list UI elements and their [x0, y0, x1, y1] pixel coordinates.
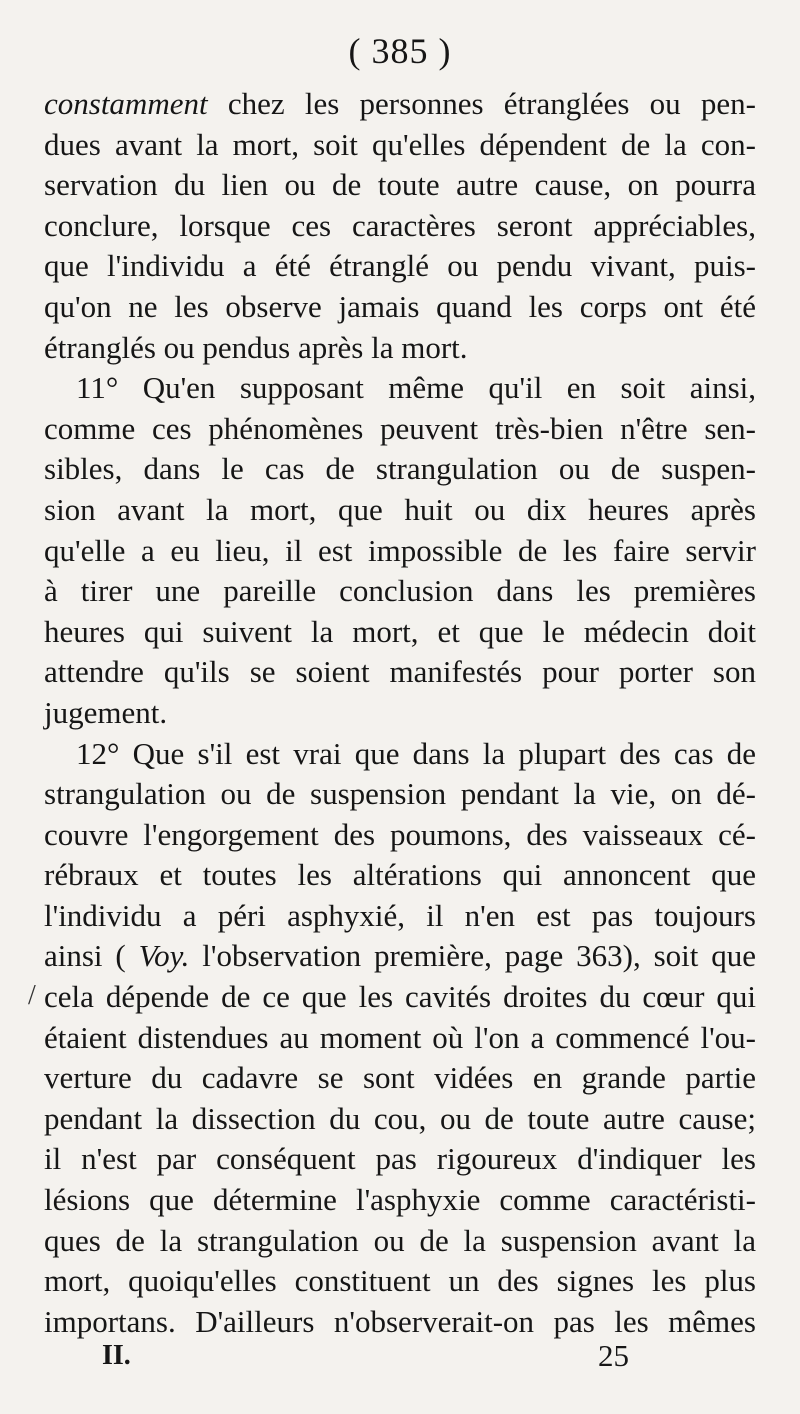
text-line: [44, 328, 756, 369]
text-segment: importans. D'ailleurs n'observerait-on pas les mêmes: [44, 1303, 756, 1339]
text-line: [44, 774, 756, 815]
text-segment: jugement.: [44, 694, 168, 730]
text-line: [44, 84, 756, 125]
text-line: [44, 652, 756, 693]
text-segment: attendre qu'ils se soient manifestés pour porter son: [44, 654, 756, 690]
text-line: [44, 1261, 756, 1302]
text-segment: étaient distendues au moment où l'on a commencé l'ou-: [44, 1019, 756, 1055]
text-segment: étranglés ou pendus après la mort.: [44, 329, 468, 365]
text-segment: ainsi (: [44, 938, 139, 974]
text-segment: rébraux et toutes les altérations qui annoncent que: [44, 857, 756, 893]
text-line: [44, 206, 756, 247]
margin-mark: /: [28, 980, 36, 1011]
text-segment: cela dépende de ce que les cavités droites du cœur qui: [44, 979, 756, 1015]
body-text: [44, 84, 756, 1342]
text-segment: ques de la strangulation ou de la suspension avant la: [44, 1222, 756, 1258]
text-segment: sion avant la mort, que huit ou dix heures après: [44, 491, 756, 527]
italic-text: Voy.: [138, 938, 190, 974]
text-segment: sibles, dans le cas de strangulation ou de suspen-: [44, 451, 756, 487]
text-line: [44, 1302, 756, 1343]
text-segment: conclure, lorsque ces caractères seront appréciables,: [44, 207, 756, 243]
text-segment: qu'on ne les observe jamais quand les corps ont été: [44, 288, 756, 324]
text-line: [44, 165, 756, 206]
text-line: [44, 449, 756, 490]
text-line: [44, 1018, 756, 1059]
text-line: [44, 246, 756, 287]
text-segment: chez les personnes étranglées ou pen-: [207, 86, 756, 121]
text-line: [44, 936, 756, 977]
text-segment: il n'est par conséquent pas rigoureux d'indiquer les: [44, 1141, 756, 1177]
text-segment: l'individu a péri asphyxié, il n'en est pas toujours: [44, 897, 756, 933]
text-segment: que l'individu a été étranglé ou pendu vivant, puis-: [44, 248, 756, 284]
text-line: [44, 287, 756, 328]
text-line: [44, 1058, 756, 1099]
text-segment: couvre l'engorgement des poumons, des vaisseaux cé-: [44, 816, 756, 852]
text-segment: à tirer une pareille conclusion dans les premières: [44, 573, 756, 609]
text-segment: pendant la dissection du cou, ou de toute autre cause;: [44, 1100, 756, 1136]
folio-header: ( 385 ): [348, 31, 452, 71]
text-segment: servation du lien ou de toute autre cause, on pourra: [44, 167, 756, 203]
text-line: [44, 612, 756, 653]
text-line: [44, 693, 756, 734]
signature-mark: II.: [102, 1340, 131, 1371]
text-line: [44, 125, 756, 166]
text-line: [44, 1099, 756, 1140]
text-segment: verture du cadavre se sont vidées en grande partie: [44, 1060, 756, 1096]
text-segment: qu'elle a eu lieu, il est impossible de les faire servir: [44, 532, 756, 568]
text-line: [44, 1221, 756, 1262]
text-segment: dues avant la mort, soit qu'elles dépendent de la con-: [44, 126, 756, 162]
text-line: [44, 977, 756, 1018]
text-segment: comme ces phénomènes peuvent très-bien n'être sen-: [44, 410, 756, 446]
text-segment: heures qui suivent la mort, et que le médecin doit: [44, 613, 756, 649]
page-number: 25: [598, 1338, 629, 1373]
text-segment: l'observation première, page 363), soit que: [189, 938, 756, 974]
text-line: [44, 409, 756, 450]
text-line: [44, 815, 756, 856]
text-line: [44, 896, 756, 937]
text-line: [44, 531, 756, 572]
text-segment: lésions que détermine l'asphyxie comme caractéristi-: [44, 1182, 756, 1218]
text-segment: strangulation ou de suspension pendant la vie, on dé-: [44, 776, 756, 812]
text-segment: 12° Que s'il est vrai que dans la plupart des cas de: [76, 735, 756, 771]
text-segment: mort, quoiqu'elles constituent un des signes les plus: [44, 1263, 756, 1299]
text-line: [44, 1139, 756, 1180]
text-line: [44, 1180, 756, 1221]
text-line: [44, 855, 756, 896]
text-line: [44, 368, 756, 409]
text-line: [44, 490, 756, 531]
text-segment: 11° Qu'en supposant même qu'il en soit ainsi,: [76, 370, 756, 406]
text-line: [44, 734, 756, 775]
italic-text: constamment: [44, 86, 208, 121]
text-line: [44, 571, 756, 612]
